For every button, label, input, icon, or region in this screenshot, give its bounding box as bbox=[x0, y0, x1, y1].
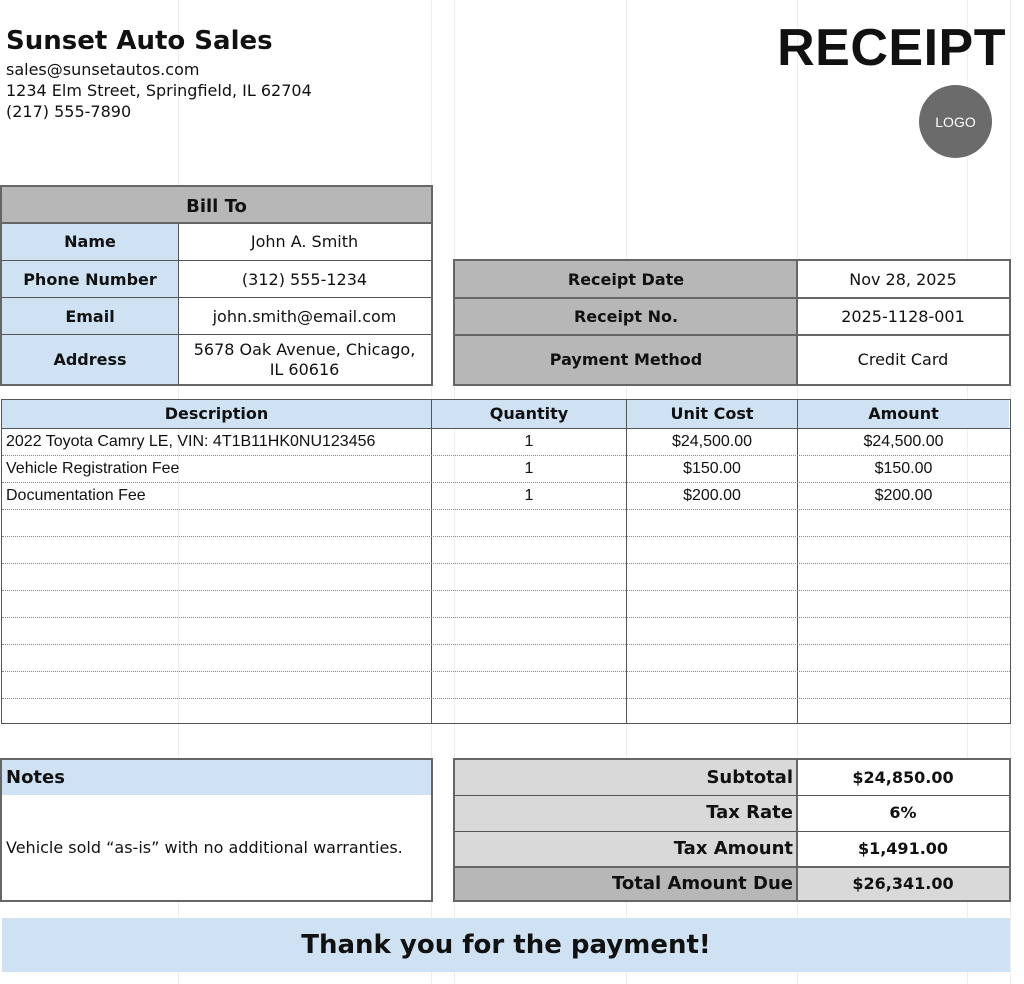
row-separator bbox=[2, 563, 1010, 564]
item-unit-cost: $200.00 bbox=[683, 487, 741, 504]
divider bbox=[2, 334, 431, 335]
receipt-title: RECEIPT bbox=[777, 19, 1006, 77]
sheet-gridline bbox=[1010, 0, 1011, 984]
row-separator bbox=[2, 509, 1010, 510]
totals-value-tax-amount: $1,491.00 bbox=[797, 831, 1009, 867]
bill-to-value-name: John A. Smith bbox=[178, 223, 431, 261]
item-amount: $24,500.00 bbox=[863, 433, 944, 450]
bill-to-label-name: Name bbox=[2, 223, 178, 261]
divider bbox=[455, 831, 1009, 832]
items-header-quantity: Quantity bbox=[432, 400, 626, 428]
divider bbox=[2, 260, 431, 261]
item-quantity: 1 bbox=[524, 433, 534, 450]
divider bbox=[455, 866, 1009, 868]
item-description: Vehicle Registration Fee bbox=[6, 460, 180, 477]
divider bbox=[178, 223, 179, 384]
receipt-info-label-number: Receipt No. bbox=[455, 298, 797, 335]
divider bbox=[796, 261, 798, 384]
receipt-info-value-payment: Credit Card bbox=[797, 335, 1009, 384]
totals-value-total-due: $26,341.00 bbox=[797, 867, 1009, 900]
row-separator bbox=[2, 536, 1010, 537]
row-separator bbox=[2, 590, 1010, 591]
totals-value-tax-rate: 6% bbox=[797, 795, 1009, 831]
items-header-amount: Amount bbox=[798, 400, 1009, 428]
bill-to-value-email: john.smith@email.com bbox=[178, 298, 431, 335]
receipt-info-value-date: Nov 28, 2025 bbox=[797, 261, 1009, 298]
bill-to-label-email: Email bbox=[2, 298, 178, 335]
divider bbox=[455, 334, 1009, 336]
row-separator bbox=[2, 644, 1010, 645]
logo-placeholder: LOGO bbox=[919, 85, 992, 158]
bill-to-label-phone: Phone Number bbox=[2, 261, 178, 298]
item-description: 2022 Toyota Camry LE, VIN: 4T1B11HK0NU123456 bbox=[6, 433, 376, 450]
company-phone: (217) 555-7890 bbox=[6, 102, 132, 121]
totals-value-subtotal: $24,850.00 bbox=[797, 760, 1009, 795]
item-unit-cost: $150.00 bbox=[683, 460, 741, 477]
item-amount: $150.00 bbox=[874, 460, 933, 477]
divider bbox=[455, 297, 1009, 299]
bill-to-label-address: Address bbox=[2, 335, 178, 384]
receipt-info-value-number: 2025-1128-001 bbox=[797, 298, 1009, 335]
divider bbox=[796, 760, 798, 900]
item-description: Documentation Fee bbox=[6, 487, 146, 504]
company-name: Sunset Auto Sales bbox=[6, 26, 273, 56]
company-address: 1234 Elm Street, Springfield, IL 62704 bbox=[6, 81, 312, 100]
item-amount: $200.00 bbox=[874, 487, 933, 504]
totals-label-total-due: Total Amount Due bbox=[455, 867, 797, 900]
row-separator bbox=[2, 617, 1010, 618]
totals-label-tax-rate: Tax Rate bbox=[455, 795, 797, 831]
item-quantity: 1 bbox=[524, 460, 534, 477]
notes-body bbox=[2, 795, 431, 900]
item-quantity: 1 bbox=[524, 487, 534, 504]
divider bbox=[455, 795, 1009, 796]
totals-label-subtotal: Subtotal bbox=[455, 760, 797, 795]
items-header-unit-cost: Unit Cost bbox=[627, 400, 797, 428]
totals-label-tax-amount: Tax Amount bbox=[455, 831, 797, 867]
receipt-info-label-payment: Payment Method bbox=[455, 335, 797, 384]
notes-text: Vehicle sold “as-is” with no additional warranties. bbox=[6, 837, 403, 857]
items-header-description: Description bbox=[2, 400, 431, 428]
item-unit-cost: $24,500.00 bbox=[671, 433, 753, 450]
company-email: sales@sunsetautos.com bbox=[6, 60, 200, 79]
divider bbox=[2, 297, 431, 298]
notes-header: Notes bbox=[2, 760, 431, 795]
row-separator bbox=[2, 671, 1010, 672]
bill-to-value-phone: (312) 555-1234 bbox=[178, 261, 431, 298]
bill-to-header: Bill To bbox=[2, 187, 431, 223]
row-separator bbox=[2, 698, 1010, 699]
bill-to-value-address: 5678 Oak Avenue, Chicago, IL 60616 bbox=[182, 335, 427, 384]
receipt-info-label-date: Receipt Date bbox=[455, 261, 797, 298]
thank-you-banner: Thank you for the payment! bbox=[2, 918, 1010, 972]
divider bbox=[2, 222, 431, 224]
